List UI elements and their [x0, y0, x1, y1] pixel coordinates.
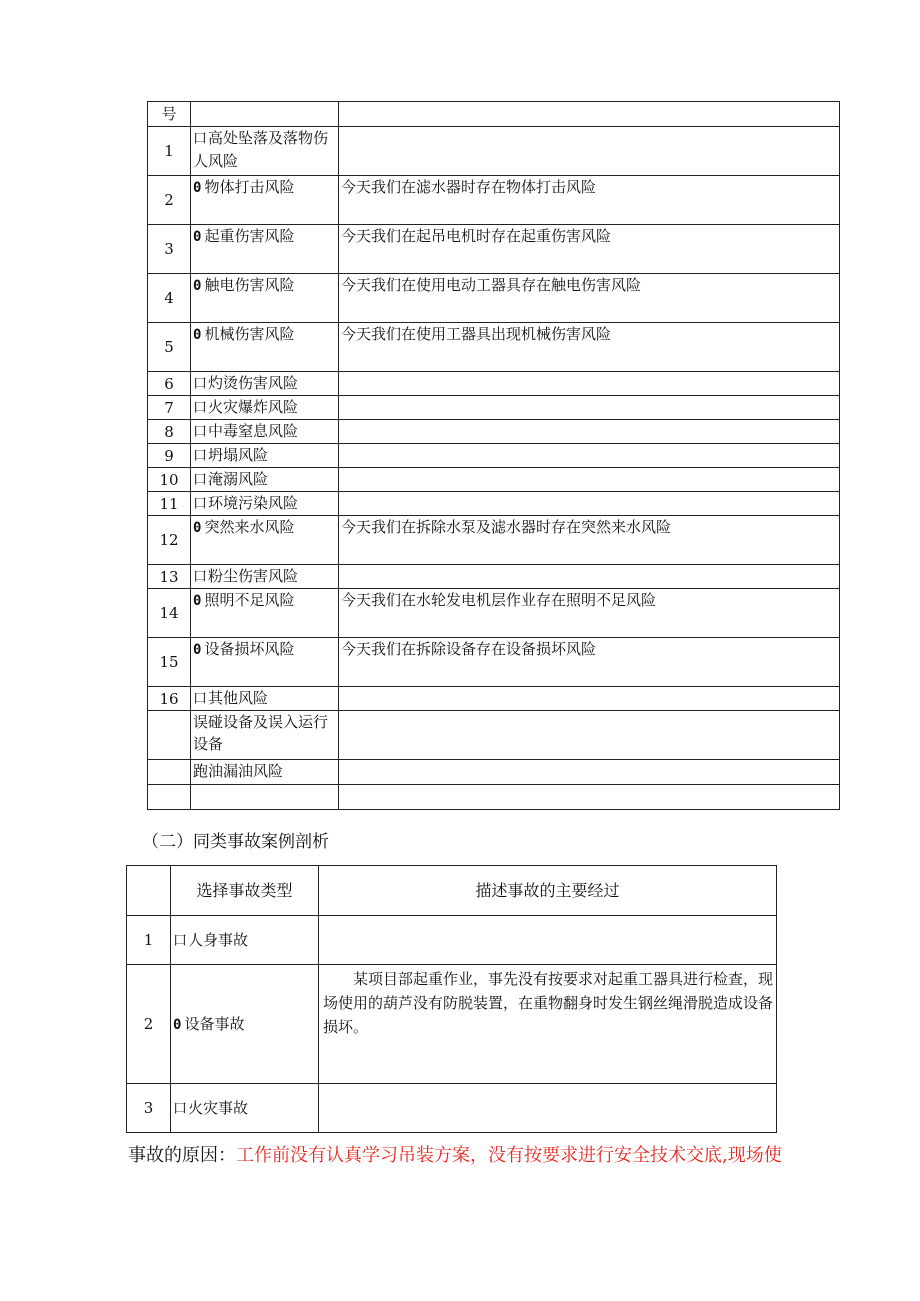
risk-row-number: 7: [148, 396, 191, 420]
risk-row: [148, 444, 840, 468]
risk-row: [148, 638, 840, 687]
risk-type-cell: [191, 420, 339, 444]
risk-type-label: 淹溺风险: [208, 470, 269, 488]
case-row: [127, 965, 777, 1084]
cause-label: 事故的原因：: [128, 1145, 236, 1166]
case-row-number: 2: [127, 965, 171, 1084]
case-desc-cell: [319, 916, 777, 965]
risk-type-cell: [191, 638, 339, 687]
case-type-label: 人身事故: [188, 930, 249, 949]
checkbox-icon: 口: [193, 424, 207, 440]
risk-type-label: 高处坠落及落物伤人风险: [193, 129, 329, 170]
risk-extra-row: [148, 785, 840, 810]
risk-type-label: 设备损坏风险: [204, 640, 295, 658]
risk-type-cell: [191, 274, 339, 323]
risk-type-label: 起重伤害风险: [204, 227, 295, 245]
risk-row: [148, 127, 840, 176]
risk-type-label: 环境污染风险: [208, 494, 299, 512]
risk-desc-cell: [339, 785, 840, 810]
case-desc-header: 描述事故的主要经过: [319, 866, 777, 916]
risk-row-number: 11: [148, 492, 191, 516]
risk-desc-cell: [339, 396, 840, 420]
risk-desc-cell: [339, 711, 840, 760]
risk-desc-cell: 今天我们在使用工器具出现机械伤害风险: [339, 323, 840, 372]
risk-row-number: 12: [148, 516, 191, 565]
checkbox-icon: 口: [193, 448, 207, 464]
risk-desc-cell: 今天我们在拆除设备存在设备损坏风险: [339, 638, 840, 687]
case-num-header: [127, 866, 171, 916]
risk-extra-type: [191, 785, 339, 810]
risk-row: [148, 372, 840, 396]
checkbox-icon: 口: [193, 131, 207, 147]
risk-desc-cell: 今天我们在起吊电机时存在起重伤害风险: [339, 225, 840, 274]
risk-extra-row: [148, 760, 840, 785]
checkbox-icon: 口: [193, 496, 207, 512]
checked-mark-icon: 0: [193, 278, 202, 294]
risk-desc-cell: 今天我们在水轮发电机层作业存在照明不足风险: [339, 589, 840, 638]
risk-row: [148, 274, 840, 323]
risk-type-cell: [191, 225, 339, 274]
risk-desc-cell: 今天我们在拆除水泵及滤水器时存在突然来水风险: [339, 516, 840, 565]
risk-type-label: 中毒窒息风险: [208, 422, 299, 440]
risk-row-number: 14: [148, 589, 191, 638]
risk-row: [148, 516, 840, 565]
risk-desc-cell: [339, 420, 840, 444]
risk-type-label: 物体打击风险: [204, 178, 295, 196]
checkbox-icon: 口: [193, 472, 207, 488]
checkbox-icon: 口: [193, 376, 207, 392]
risk-extra-row: [148, 711, 840, 760]
case-table-header-row: [127, 866, 777, 916]
risk-extra-type: 误碰设备及误入运行设备: [191, 711, 339, 760]
case-desc-cell: 某项目部起重作业，事先没有按要求对起重工器具进行检查，现场使用的葫芦没有防脱装置，在重物翻身时发生钢丝绳滑脱造成设备损坏。: [319, 965, 777, 1084]
risk-row-number: 2: [148, 176, 191, 225]
risk-desc-cell: 今天我们在滤水器时存在物体打击风险: [339, 176, 840, 225]
risk-type-cell: [191, 323, 339, 372]
risk-type-label: 其他风险: [208, 689, 269, 707]
checked-mark-icon: 0: [173, 1016, 182, 1033]
case-type-label: 设备事故: [184, 1014, 245, 1033]
risk-type-cell: [191, 396, 339, 420]
case-row: [127, 1084, 777, 1133]
risk-desc-cell: [339, 492, 840, 516]
risk-desc-cell: [339, 468, 840, 492]
risk-type-cell: [191, 444, 339, 468]
risk-row: [148, 396, 840, 420]
risk-desc-header: [339, 102, 840, 127]
case-type-cell: [171, 916, 319, 965]
checkbox-icon: 口: [193, 569, 207, 585]
risk-table: [147, 101, 840, 810]
risk-type-header: [191, 102, 339, 127]
risk-row-number: 10: [148, 468, 191, 492]
case-type-cell: [171, 965, 319, 1084]
checkbox-icon: 口: [173, 1100, 187, 1117]
risk-type-cell: [191, 565, 339, 589]
checked-mark-icon: 0: [193, 327, 202, 343]
risk-row-number: 4: [148, 274, 191, 323]
risk-type-cell: [191, 127, 339, 176]
case-row-number: 3: [127, 1084, 171, 1133]
risk-desc-cell: [339, 687, 840, 711]
risk-desc-cell: [339, 444, 840, 468]
risk-type-label: 照明不足风险: [204, 591, 295, 609]
risk-row-number: 8: [148, 420, 191, 444]
risk-type-cell: [191, 492, 339, 516]
case-row-number: 1: [127, 916, 171, 965]
risk-row: [148, 323, 840, 372]
accident-cause: [128, 1142, 782, 1170]
case-table: [126, 865, 777, 1133]
risk-row: [148, 687, 840, 711]
risk-row: [148, 176, 840, 225]
risk-row: [148, 225, 840, 274]
checked-mark-icon: 0: [193, 642, 202, 658]
risk-row-number: [148, 711, 191, 760]
risk-row-number: 13: [148, 565, 191, 589]
risk-type-label: 粉尘伤害风险: [208, 567, 299, 585]
risk-row-number: 15: [148, 638, 191, 687]
case-type-header: 选择事故类型: [171, 866, 319, 916]
checkbox-icon: 口: [193, 691, 207, 707]
risk-row-number: 9: [148, 444, 191, 468]
case-row: [127, 916, 777, 965]
risk-num-header: 号: [148, 102, 191, 127]
risk-desc-cell: [339, 565, 840, 589]
risk-type-cell: [191, 468, 339, 492]
risk-row: [148, 492, 840, 516]
risk-type-label: 坍塌风险: [208, 446, 269, 464]
risk-type-label: 触电伤害风险: [204, 276, 295, 294]
risk-desc-cell: [339, 760, 840, 785]
risk-row-number: 5: [148, 323, 191, 372]
risk-row-number: 3: [148, 225, 191, 274]
risk-type-cell: [191, 372, 339, 396]
risk-row-number: 6: [148, 372, 191, 396]
risk-row: [148, 420, 840, 444]
checkbox-icon: 口: [173, 932, 187, 949]
checked-mark-icon: 0: [193, 593, 202, 609]
risk-type-label: 灼烫伤害风险: [208, 374, 299, 392]
risk-row: [148, 565, 840, 589]
risk-table-header-row: [148, 102, 840, 127]
risk-type-cell: [191, 589, 339, 638]
risk-type-label: 突然来水风险: [204, 518, 295, 536]
case-type-cell: [171, 1084, 319, 1133]
risk-type-label: 机械伤害风险: [204, 325, 295, 343]
case-desc-cell: [319, 1084, 777, 1133]
cause-text: 工作前没有认真学习吊装方案，没有按要求进行安全技术交底,现场使: [236, 1145, 782, 1166]
risk-row: [148, 468, 840, 492]
risk-row-number: 16: [148, 687, 191, 711]
risk-row-number: [148, 760, 191, 785]
checked-mark-icon: 0: [193, 180, 202, 196]
risk-row: [148, 589, 840, 638]
checkbox-icon: 口: [193, 400, 207, 416]
checked-mark-icon: 0: [193, 520, 202, 536]
risk-type-cell: [191, 516, 339, 565]
case-type-label: 火灾事故: [188, 1098, 249, 1117]
risk-type-label: 火灾爆炸风险: [208, 398, 299, 416]
risk-extra-type: 跑油漏油风险: [191, 760, 339, 785]
risk-type-cell: [191, 176, 339, 225]
risk-desc-cell: 今天我们在使用电动工器具存在触电伤害风险: [339, 274, 840, 323]
risk-type-cell: [191, 687, 339, 711]
section-heading: （二）同类事故案例剖析: [142, 832, 329, 852]
risk-desc-cell: [339, 372, 840, 396]
checked-mark-icon: 0: [193, 229, 202, 245]
risk-row-number: 1: [148, 127, 191, 176]
risk-desc-cell: [339, 127, 840, 176]
risk-row-number: [148, 785, 191, 810]
